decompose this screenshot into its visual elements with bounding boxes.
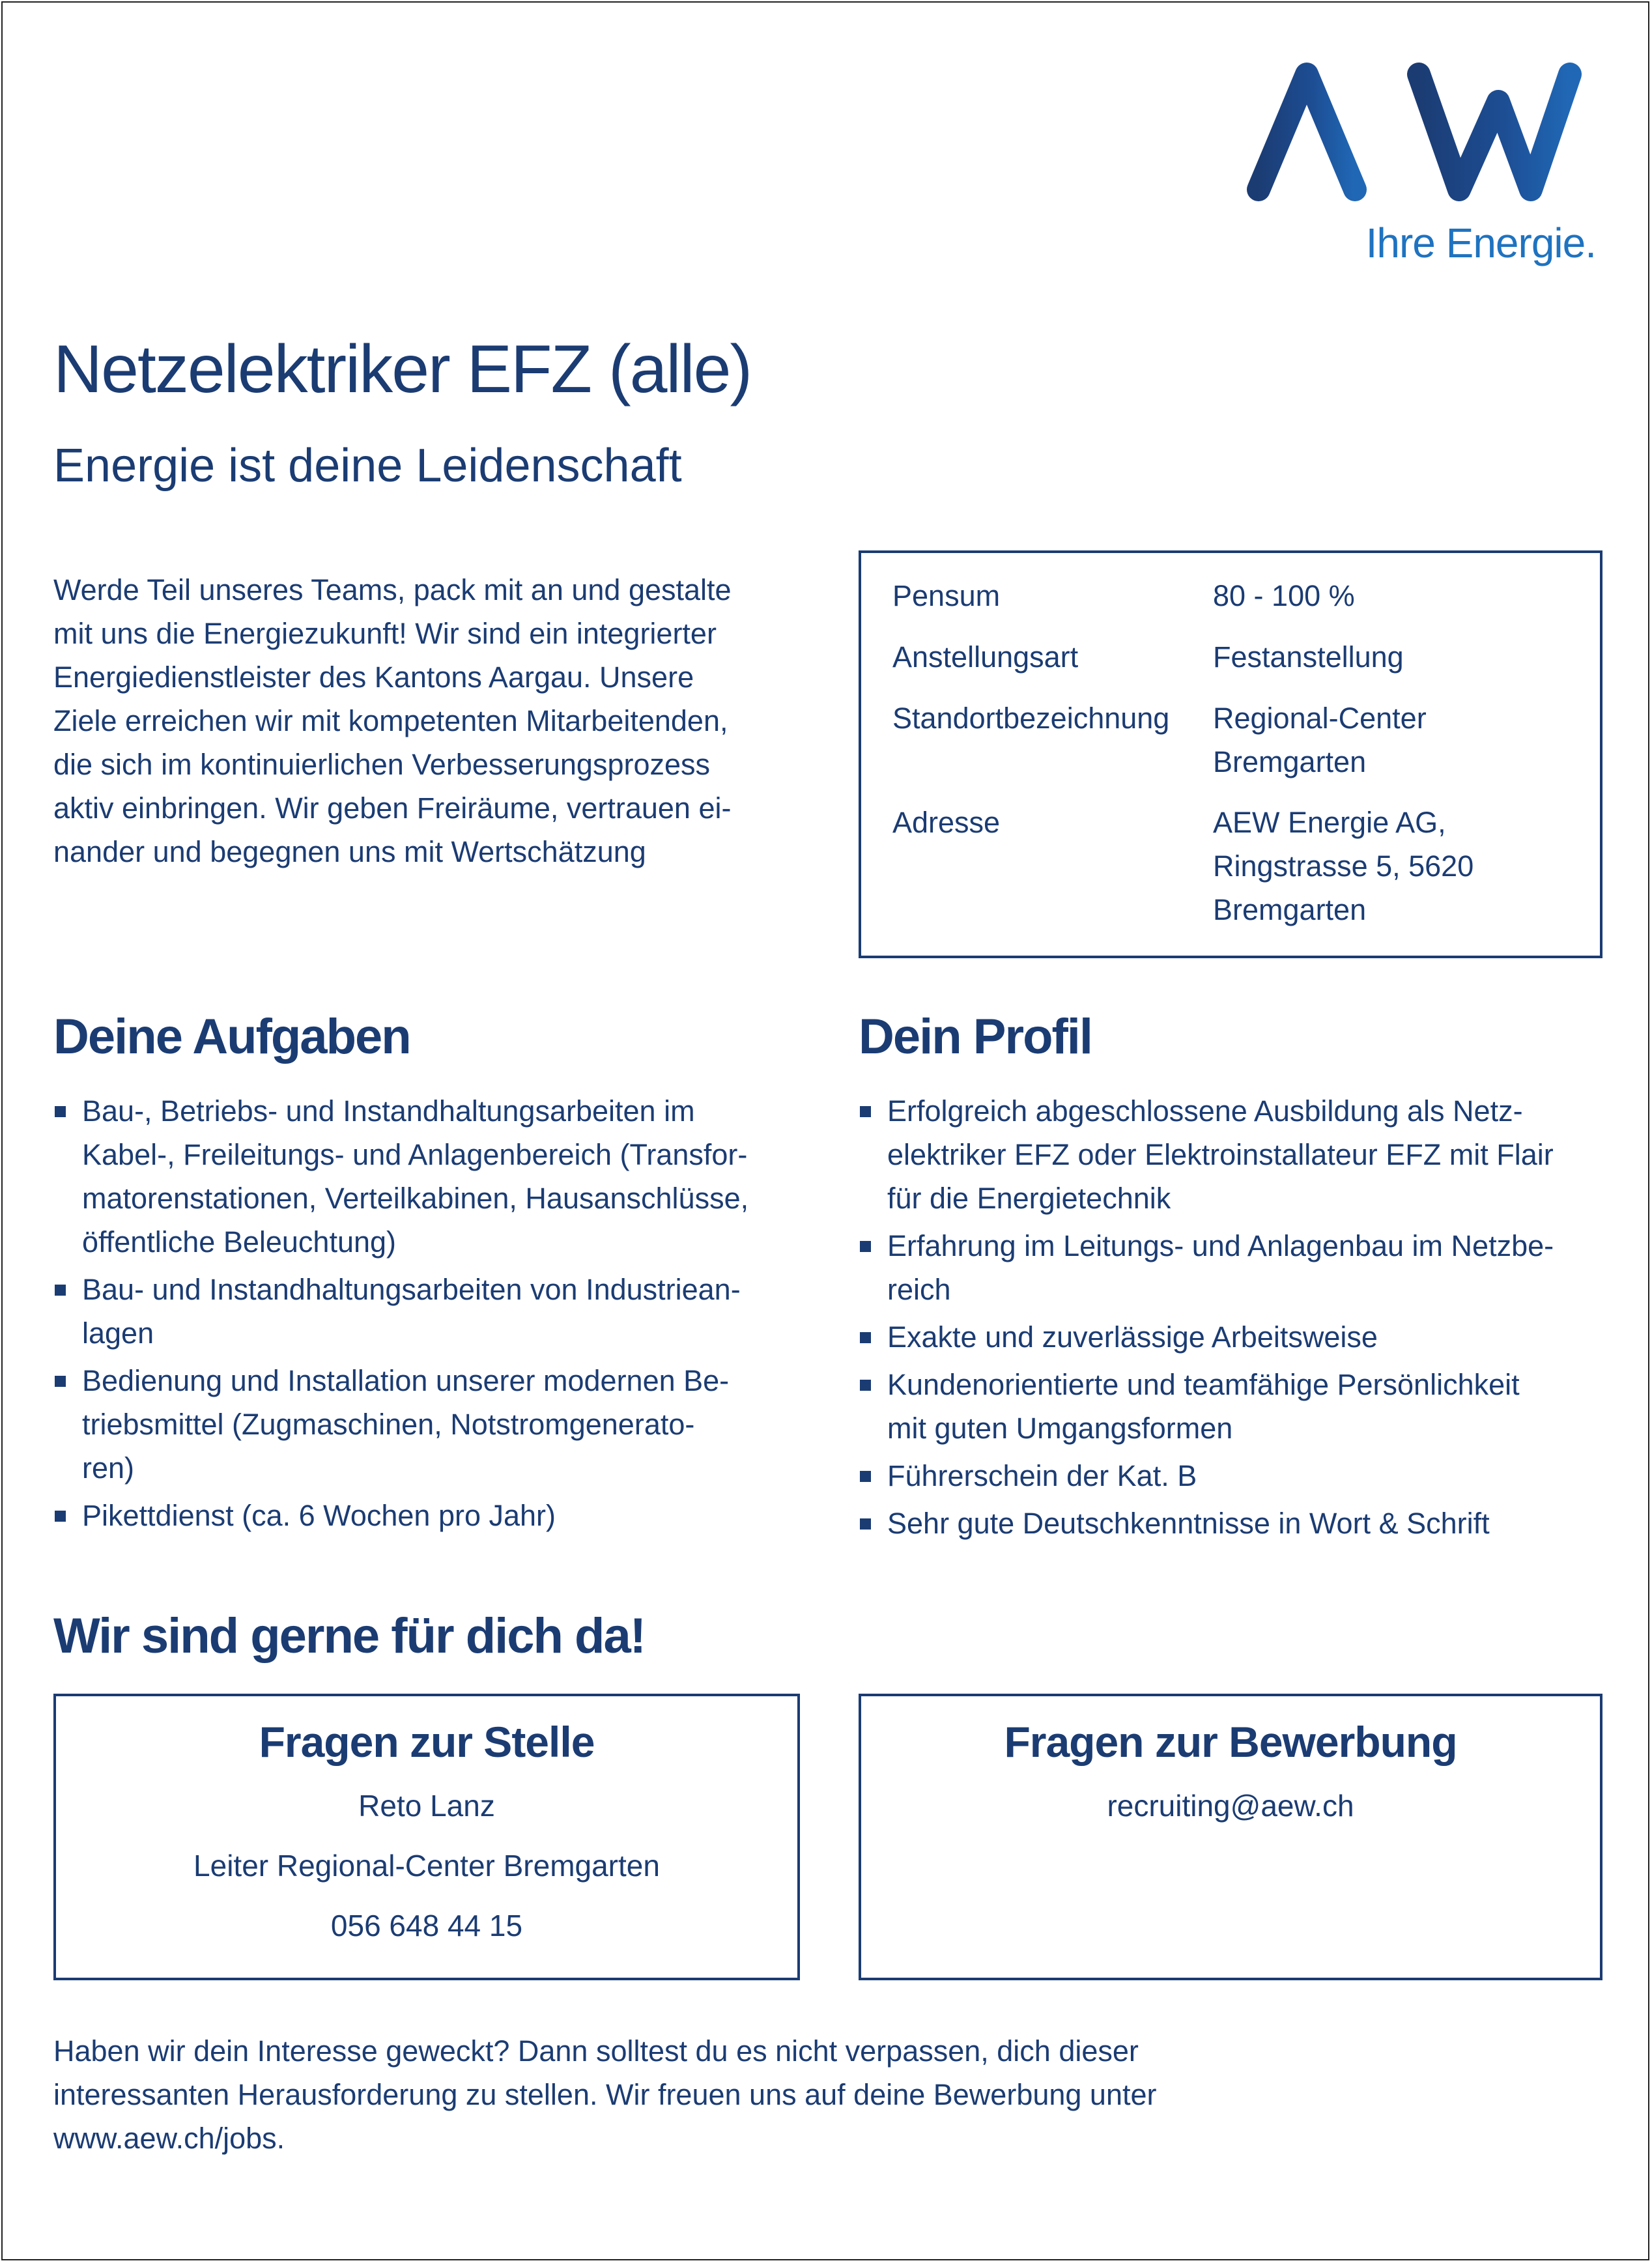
fact-value	[1213, 574, 1578, 618]
fact-label: Adresse	[892, 806, 1001, 839]
list-item-line: Bedienung und Installation unserer modernen Be-	[82, 1364, 730, 1397]
bullet-square-icon	[860, 1106, 871, 1117]
list-item-line: Erfolgreich abgeschlossene Ausbildung als Netz-	[887, 1094, 1523, 1128]
list-item-line: Kundenorientierte und teamfähige Persönlichkeit	[887, 1368, 1520, 1401]
contact-email-link[interactable]: recruiting@aew.ch	[1107, 1789, 1354, 1823]
list-item	[53, 1268, 835, 1355]
list-item-line: triebsmittel (Zugmaschinen, Notstromgenerato-	[82, 1408, 695, 1441]
job-title: Netzelektriker EFZ (alle)	[53, 332, 752, 407]
bullet-square-icon	[860, 1380, 871, 1391]
fact-value-line: Ringstrasse 5, 5620	[1213, 849, 1474, 883]
contact-phone[interactable]: 056 648 44 15	[330, 1909, 523, 1943]
fact-value	[1213, 801, 1578, 932]
intro-line: aktiv einbringen. Wir geben Freiräume, vertrauen ei-	[53, 791, 732, 825]
aew-logo-mark	[1244, 56, 1583, 206]
tasks-list	[53, 1089, 835, 1541]
bullet-square-icon	[860, 1332, 871, 1343]
contact-name: Reto Lanz	[358, 1789, 495, 1823]
list-item	[53, 1089, 835, 1264]
list-item	[53, 1494, 835, 1537]
intro-line: nander und begegnen uns mit Wertschätzung	[53, 835, 646, 868]
bullet-square-icon	[860, 1518, 871, 1530]
fact-label: Anstellungsart	[892, 640, 1079, 674]
bullet-square-icon	[55, 1285, 66, 1296]
list-item-line: lagen	[82, 1317, 154, 1350]
intro-line: Werde Teil unseres Teams, pack mit an und gestalte	[53, 573, 732, 606]
list-item-line: für die Energietechnik	[887, 1182, 1171, 1215]
fact-label: Standortbezeichnung	[892, 702, 1170, 735]
list-item	[859, 1502, 1627, 1545]
bullet-square-icon	[55, 1106, 66, 1117]
contact-role: Leiter Regional-Center Bremgarten	[193, 1849, 660, 1883]
list-item-line: elektriker EFZ oder Elektroinstallateur EFZ mit Flair	[887, 1138, 1554, 1171]
list-item-line: reich	[887, 1273, 951, 1306]
list-item-line: ren)	[82, 1451, 135, 1485]
list-item	[859, 1454, 1627, 1498]
list-item-line: Bau- und Instandhaltungsarbeiten von Industriean-	[82, 1273, 741, 1306]
list-item-line: Sehr gute Deutschkenntnisse in Wort & Schrift	[887, 1507, 1490, 1540]
list-item	[859, 1089, 1627, 1220]
contact-box-job	[53, 1694, 800, 1980]
bullet-square-icon	[55, 1511, 66, 1522]
aew-logo	[1244, 56, 1596, 278]
list-item-line: Kabel-, Freileitungs- und Anlagenbereich (Transfor-	[82, 1138, 748, 1171]
bullet-square-icon	[860, 1471, 871, 1482]
outro-text	[53, 2029, 1421, 2160]
outro-line: interessanten Herausforderung zu stellen. Wir freuen uns auf deine Bewerbung unter	[53, 2078, 1157, 2111]
intro-text	[53, 568, 822, 874]
profile-heading: Dein Profil	[859, 1009, 1092, 1064]
list-item-line: Pikettdienst (ca. 6 Wochen pro Jahr)	[82, 1499, 556, 1532]
fact-value-line: Festanstellung	[1213, 640, 1404, 674]
contact-box-application	[859, 1694, 1602, 1980]
list-item	[859, 1224, 1627, 1311]
job-subtitle: Energie ist deine Leidenschaft	[53, 440, 682, 492]
contact-job-heading: Fragen zur Stelle	[259, 1718, 595, 1766]
fact-value-line: 80 - 100 %	[1213, 579, 1355, 612]
intro-line: Ziele erreichen wir mit kompetenten Mitarbeitenden,	[53, 704, 728, 737]
profile-list	[859, 1089, 1627, 1549]
list-item-line: mit guten Umgangsformen	[887, 1412, 1233, 1445]
fact-value-line: AEW Energie AG,	[1213, 806, 1446, 839]
intro-line: mit uns die Energiezukunft! Wir sind ein integrierter	[53, 617, 717, 650]
fact-value	[1213, 635, 1578, 679]
job-facts-box	[859, 550, 1602, 958]
list-item-line: matorenstationen, Verteilkabinen, Hausanschlüsse,	[82, 1182, 749, 1215]
tasks-heading: Deine Aufgaben	[53, 1009, 410, 1064]
fact-label: Pensum	[892, 579, 1001, 612]
list-item	[859, 1363, 1627, 1450]
list-item-line: Bau-, Betriebs- und Instandhaltungsarbeiten im	[82, 1094, 695, 1128]
fact-value-line: Bremgarten	[1213, 745, 1367, 778]
outro-line: Haben wir dein Interesse geweckt? Dann solltest du es nicht verpassen, dich dieser	[53, 2034, 1139, 2068]
list-item	[53, 1359, 835, 1490]
intro-line: die sich im kontinuierlichen Verbesserungsprozess	[53, 748, 711, 781]
fact-value-line: Regional-Center	[1213, 702, 1427, 735]
contact-application-heading: Fragen zur Bewerbung	[1004, 1718, 1457, 1766]
intro-line: Energiedienstleister des Kantons Aargau. Unsere	[53, 661, 694, 694]
jobs-link[interactable]: www.aew.ch/jobs.	[53, 2122, 285, 2155]
contact-heading: Wir sind gerne für dich da!	[53, 1608, 646, 1664]
list-item	[859, 1315, 1627, 1359]
list-item-line: öffentliche Beleuchtung)	[82, 1225, 397, 1259]
list-item-line: Exakte und zuverlässige Arbeitsweise	[887, 1320, 1378, 1354]
bullet-square-icon	[860, 1241, 871, 1252]
list-item-line: Führerschein der Kat. B	[887, 1459, 1197, 1492]
bullet-square-icon	[55, 1376, 66, 1387]
list-item-line: Erfahrung im Leitungs- und Anlagenbau im Netzbe-	[887, 1229, 1554, 1262]
fact-value-line: Bremgarten	[1213, 893, 1367, 926]
fact-value	[1213, 696, 1578, 784]
logo-tagline: Ihre Energie.	[1365, 220, 1596, 266]
